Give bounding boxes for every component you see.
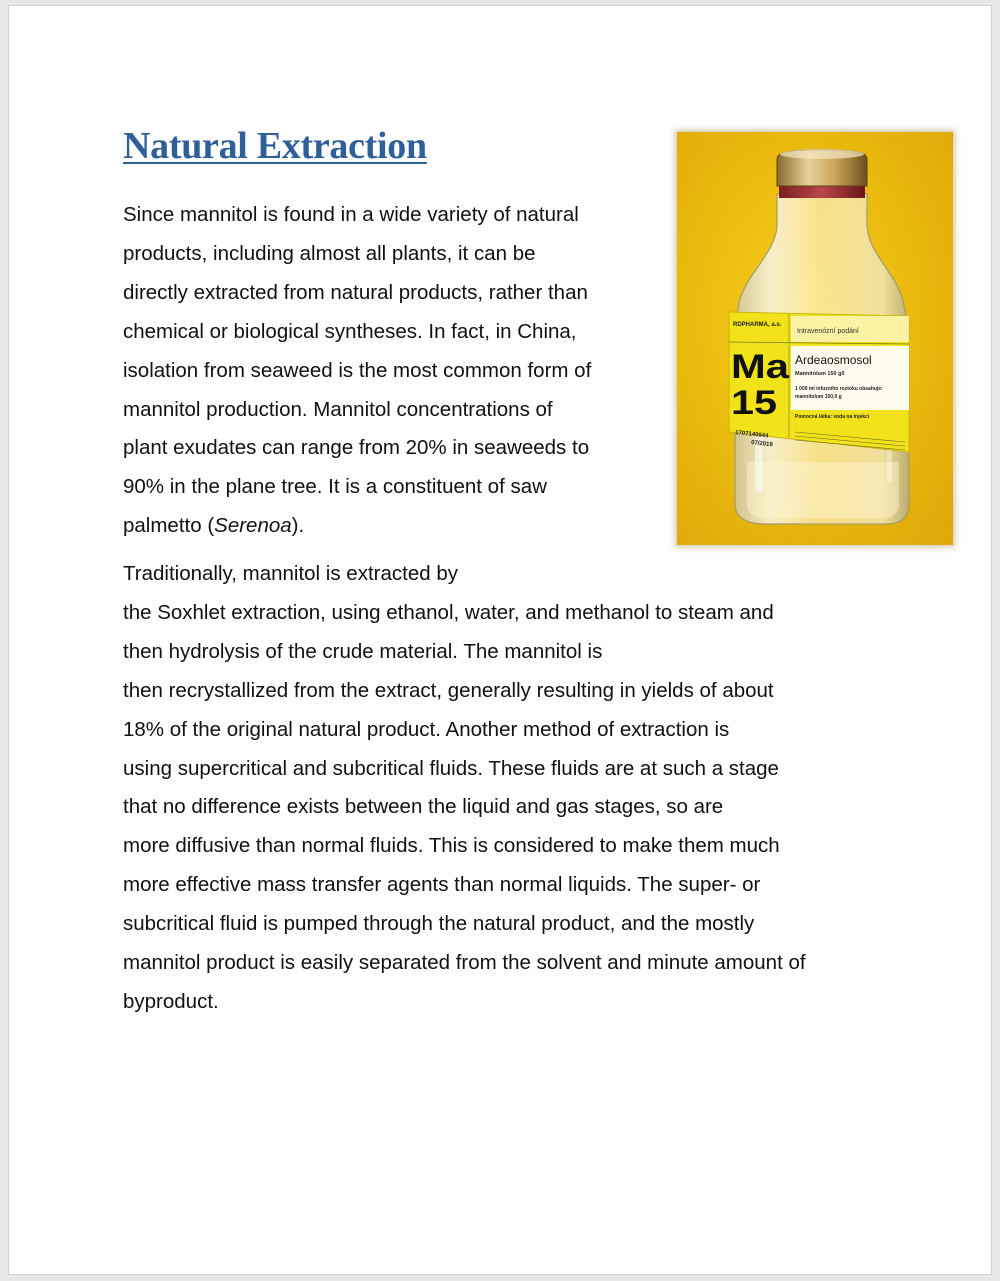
mannitol-bottle-photo: [677, 132, 953, 545]
page-title: Natural Extraction: [123, 125, 427, 167]
label-excipient: Pomocná látka: voda na injekci: [795, 414, 870, 420]
bottle-label: [729, 312, 909, 452]
text-line: 90% in the plane tree. It is a constituent of saw: [123, 475, 547, 499]
text-line: more diffusive than normal fluids. This is considered to make them much: [123, 834, 780, 858]
text-line: plant exudates can range from 20% in seaweeds to: [123, 436, 590, 460]
italic-species-name: Serenoa: [214, 514, 292, 538]
text-fragment: palmetto (: [123, 514, 215, 538]
label-maker: RDPHARMA, a.s.: [733, 322, 782, 328]
text-line: then recrystallized from the extract, generally resulting in yields of about: [123, 678, 774, 702]
text-line: products, including almost all plants, it can be: [123, 241, 536, 265]
text-line: the Soxhlet extraction, using ethanol, water, and methanol to steam and: [123, 600, 774, 624]
text-fragment: ).: [291, 514, 305, 538]
label-date: 07/2019: [750, 440, 774, 449]
text-line: that no difference exists between the liquid and gas stages, so are: [123, 795, 724, 819]
text-line: Since mannitol is found in a wide variety of natural: [123, 203, 579, 226]
bottle-illustration: [677, 132, 953, 545]
paragraph-natural-sources: [123, 196, 663, 546]
label-route: Intravenózní podání: [797, 328, 859, 335]
text-line: isolation from seaweed is the most common form of: [123, 358, 592, 382]
document-page: [8, 5, 992, 1275]
text-line: Traditionally, mannitol is extracted by: [123, 562, 458, 585]
label-product: Ardeaosmosol: [795, 353, 872, 367]
text-line: byproduct.: [123, 989, 219, 1013]
label-volume: 1 000 ml infuzního roztoku obsahuje:: [795, 386, 883, 392]
label-strength: Mannitolum 150 g/l: [795, 371, 845, 377]
text-line: 18% of the original natural product. Another method of extraction is: [123, 717, 730, 741]
paragraph-extraction-methods: [123, 555, 903, 1022]
label-symbol-bottom: 15: [731, 384, 777, 422]
text-line: [123, 507, 663, 546]
label-content: mannitolum 150,0 g: [795, 394, 842, 400]
text-line: subcritical fluid is pumped through the natural product, and the mostly: [123, 912, 755, 936]
text-line: then hydrolysis of the crude material. The mannitol is: [123, 639, 603, 663]
label-symbol-top: Ma: [731, 348, 791, 386]
text-line: using supercritical and subcritical fluids. These fluids are at such a stage: [123, 756, 779, 780]
text-line: mannitol production. Mannitol concentrations of: [123, 397, 553, 421]
label-code: 1707140644: [734, 430, 769, 440]
text-line: more effective mass transfer agents than normal liquids. The super- or: [123, 873, 761, 897]
text-line: mannitol product is easily separated from the solvent and minute amount of: [123, 951, 806, 975]
text-line: chemical or biological syntheses. In fact, in China,: [123, 319, 577, 343]
text-line: directly extracted from natural products, rather than: [123, 280, 588, 304]
